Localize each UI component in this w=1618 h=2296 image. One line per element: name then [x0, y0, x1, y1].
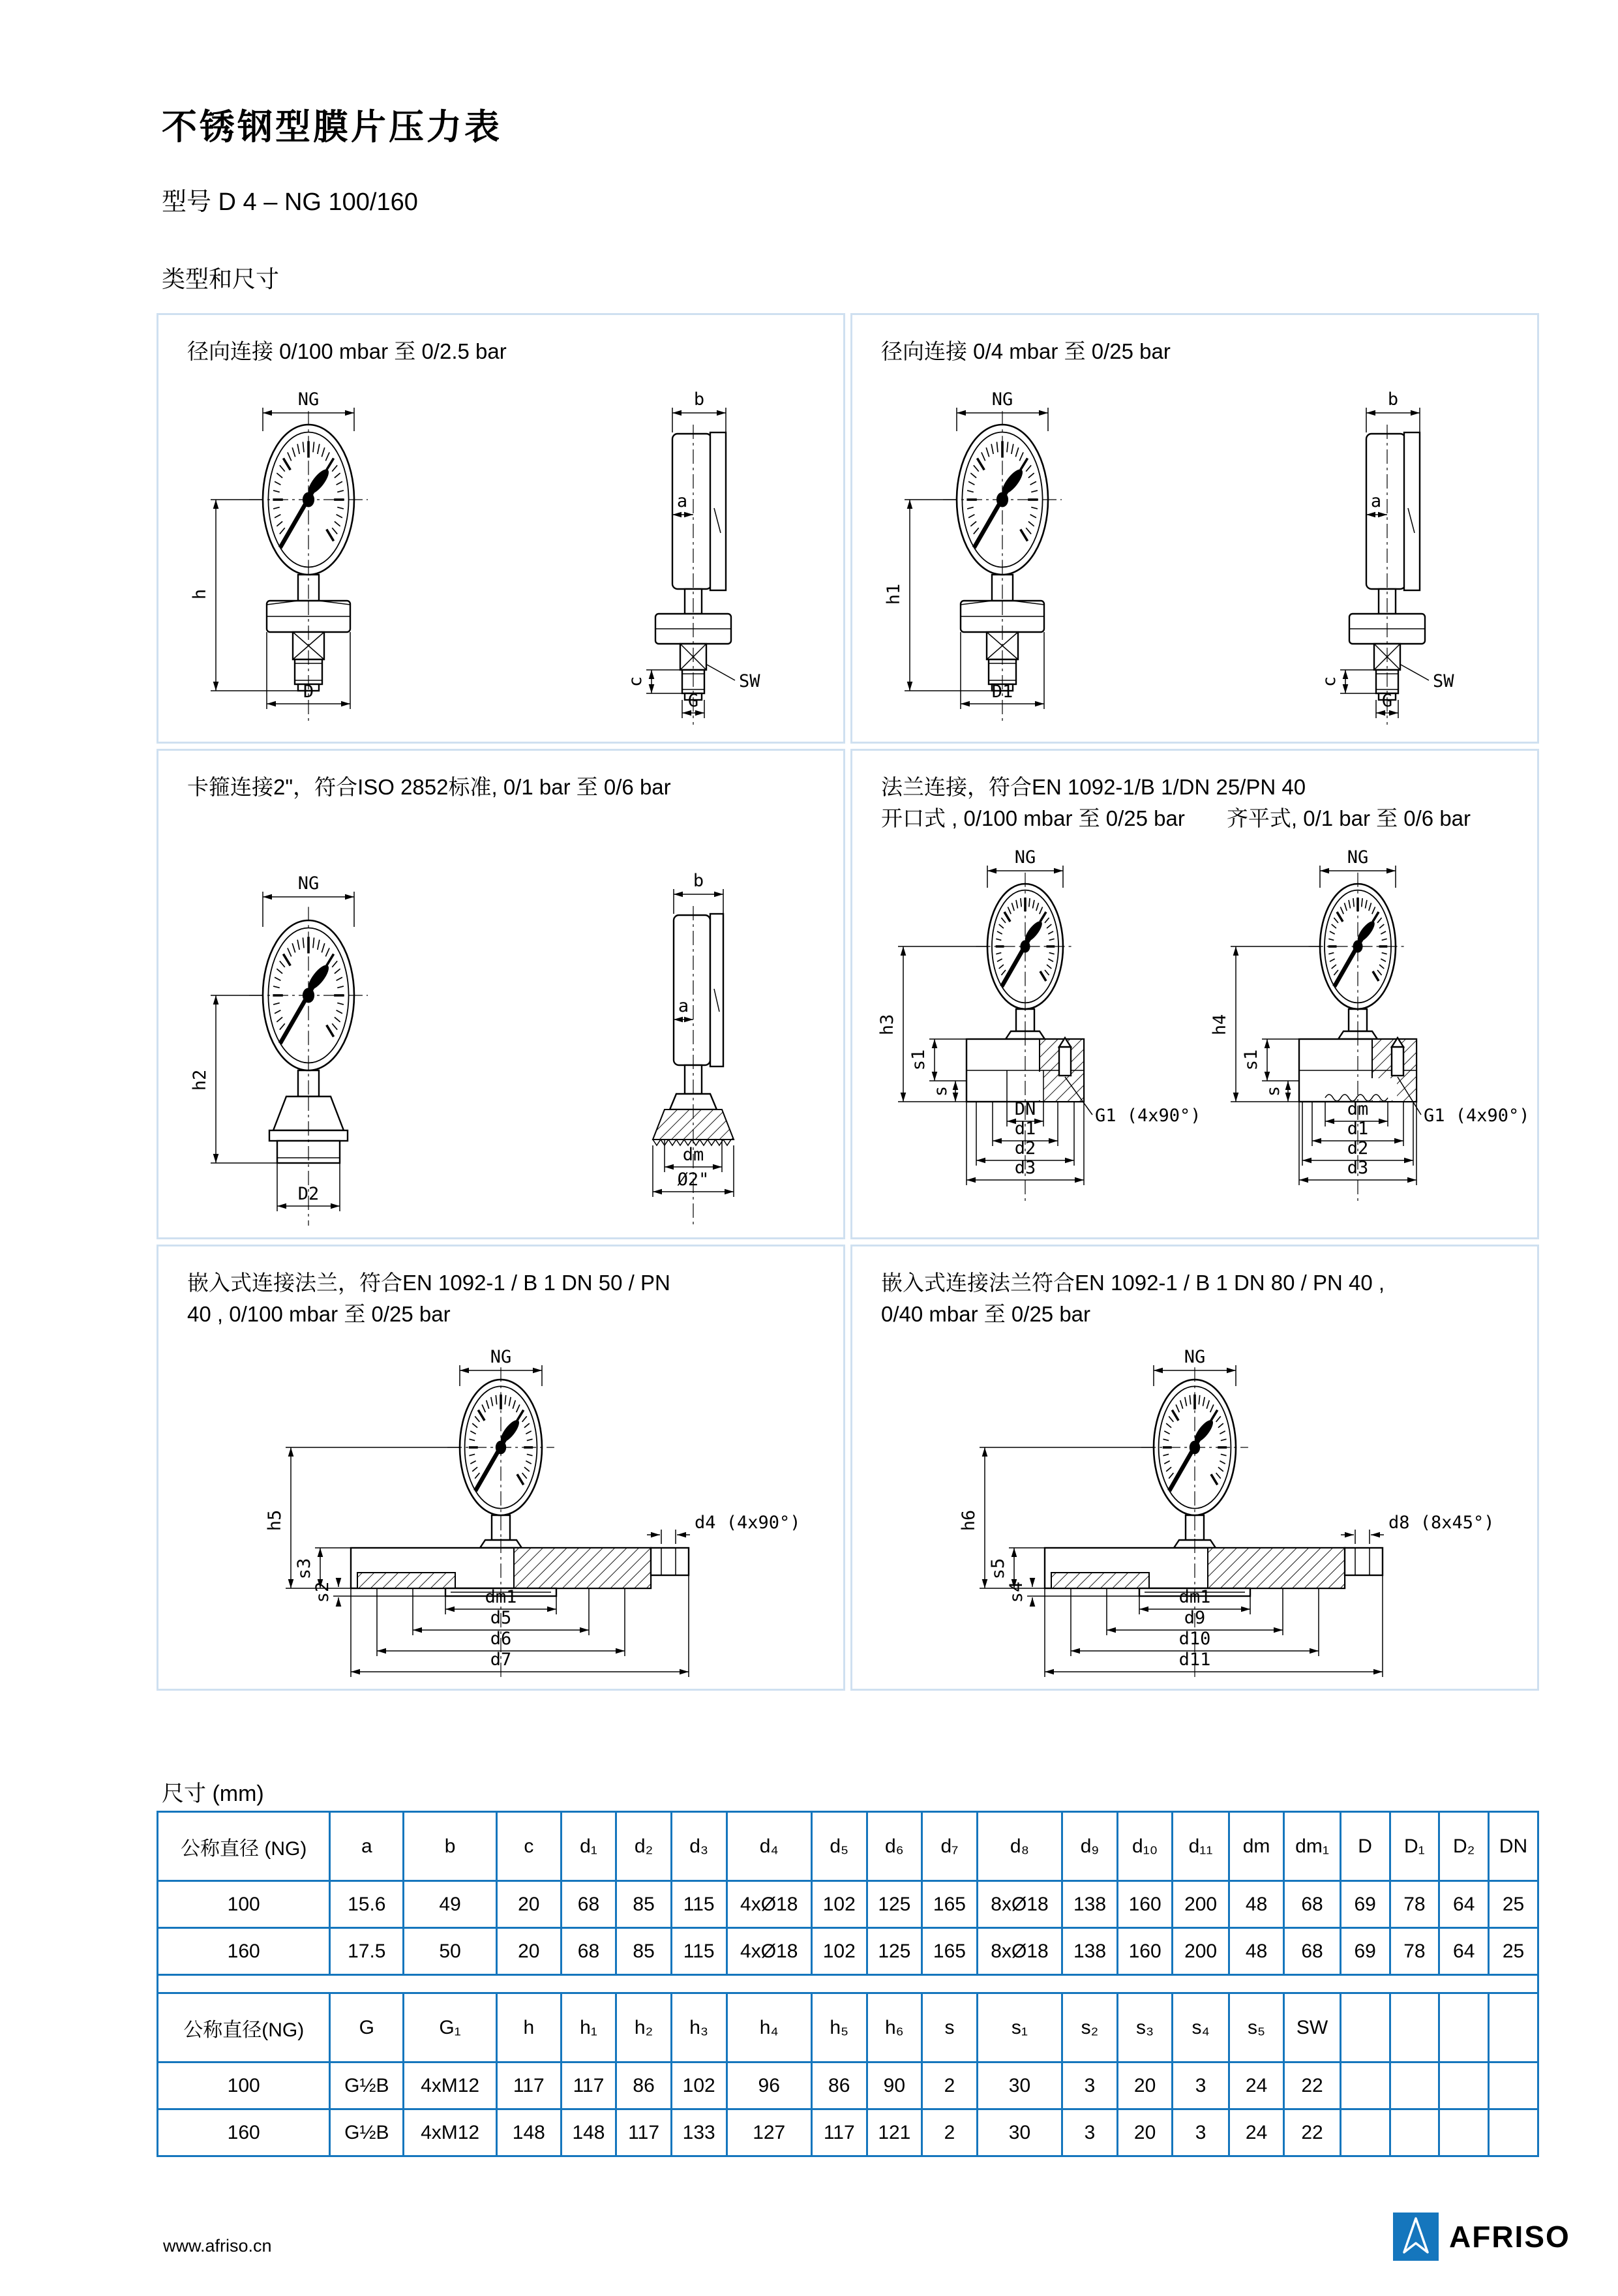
column-header: D: [1340, 1812, 1390, 1881]
gauge-dial: [1141, 1367, 1248, 1539]
column-header: 公称直径 (NG): [158, 1812, 330, 1881]
dim-label-d4: d4 (4x90°): [695, 1513, 801, 1533]
table-cell: 3: [1062, 2062, 1118, 2109]
column-header: c: [496, 1812, 561, 1881]
column-header: s₅: [1229, 1993, 1284, 2062]
table-cell: [1390, 2109, 1439, 2156]
table-cell: 4xM12: [404, 2062, 497, 2109]
dim-label-ng: NG: [490, 1347, 512, 1367]
table-cell: 115: [671, 1881, 727, 1928]
drawings-grid: [157, 313, 1539, 1691]
table-cell: 160: [1117, 1881, 1173, 1928]
dim-label-b: b: [1387, 389, 1399, 410]
dim-label-s1: s1: [908, 1049, 929, 1071]
table-cell: [1439, 2109, 1489, 2156]
dim-label-sw: SW: [739, 671, 760, 691]
column-header: h₁: [561, 1993, 616, 2062]
panel-radial-2: [850, 313, 1539, 744]
table-cell: 200: [1173, 1881, 1229, 1928]
table-cell: 49: [404, 1881, 497, 1928]
drawing-radial-1: [158, 372, 843, 742]
table-cell: [1439, 2062, 1489, 2109]
table-cell: 24: [1229, 2062, 1284, 2109]
column-header: d₈: [977, 1812, 1062, 1881]
panel-radial-1: [157, 313, 845, 744]
column-header: d₃: [671, 1812, 727, 1881]
table-cell: [1489, 2109, 1538, 2156]
dim-label-s1: s1: [1241, 1049, 1261, 1071]
dim-label-d9: d9: [1184, 1608, 1206, 1628]
column-header: s₂: [1062, 1993, 1118, 2062]
dim-label-d: D: [303, 682, 314, 702]
table-cell: [1340, 2109, 1390, 2156]
table-cell: 165: [922, 1928, 978, 1975]
panel-flange: [850, 749, 1539, 1239]
dim-label-a: a: [676, 491, 688, 511]
dim-label-h2: h2: [190, 1069, 210, 1091]
column-header: [1390, 1993, 1439, 2062]
table-row: [158, 2062, 1538, 2109]
panel-caption: 卡箍连接2"，符合ISO 2852标准, 0/1 bar 至 0/6 bar: [187, 775, 671, 799]
gauge-dial: [447, 1367, 554, 1539]
table-cell: 4xØ18: [727, 1928, 811, 1975]
dim-label-d8: d8 (8x45°): [1388, 1513, 1495, 1533]
dim-label-ng: NG: [991, 389, 1013, 410]
dim-label-dm: dm: [1347, 1099, 1369, 1119]
table-cell: 96: [727, 2062, 811, 2109]
table-cell: 85: [616, 1928, 672, 1975]
dim-label-d1: D1: [991, 682, 1013, 702]
dim-label-s3: s3: [294, 1558, 314, 1580]
table-cell: 20: [496, 1928, 561, 1975]
dim-label-d6: d6: [490, 1629, 512, 1649]
column-header: D₂: [1439, 1812, 1489, 1881]
drawing-weld-in-dn80: [852, 1344, 1537, 1689]
table-cell: 2: [922, 2109, 978, 2156]
table-cell: 3: [1173, 2062, 1229, 2109]
column-header: a: [330, 1812, 404, 1881]
column-header: h₅: [811, 1993, 867, 2062]
drawing-flange: [852, 849, 1537, 1237]
dim-label-d2: D2: [297, 1184, 320, 1204]
table-cell: 3: [1173, 2109, 1229, 2156]
table-cell: 148: [561, 2109, 616, 2156]
table-cell: 160: [1117, 1928, 1173, 1975]
table-cell: 8xØ18: [977, 1928, 1062, 1975]
dim-label-s2: s2: [312, 1581, 333, 1603]
dim-label-h: h: [190, 588, 210, 600]
column-header: d₆: [867, 1812, 922, 1881]
table-cell: 4xØ18: [727, 1881, 811, 1928]
table-cell: 20: [1117, 2109, 1173, 2156]
table-spacer-cell: [158, 1975, 1538, 1993]
column-header: h₃: [671, 1993, 727, 2062]
table-cell: 100: [158, 1881, 330, 1928]
column-header: d₉: [1062, 1812, 1118, 1881]
table-cell: 22: [1284, 2062, 1340, 2109]
panel-caption: 嵌入式连接法兰符合EN 1092-1 / B 1 DN 80 / PN 40 ,: [881, 1271, 1385, 1295]
dim-label-g: G: [687, 691, 699, 711]
dim-label-a: a: [1370, 491, 1382, 511]
dim-label-s5: s5: [988, 1558, 1008, 1580]
dim-label-d2: d2: [1014, 1138, 1036, 1158]
column-header: d₁: [561, 1812, 616, 1881]
table-cell: 100: [158, 2062, 330, 2109]
table-cell: 102: [811, 1928, 867, 1975]
dim-label-g: G: [1381, 691, 1393, 711]
table-cell: 69: [1340, 1881, 1390, 1928]
dim-label-dm1: dm1: [1178, 1587, 1211, 1607]
drawing-weld-in-dn50: [158, 1344, 843, 1689]
panel-caption: 法兰连接，符合EN 1092-1/B 1/DN 25/PN 40: [881, 775, 1306, 799]
gauge-dial: [249, 411, 368, 601]
column-header: d₅: [811, 1812, 867, 1881]
dim-label-g1: G1 (4x90°): [1424, 1106, 1530, 1126]
dim-label-h5: h5: [265, 1509, 285, 1532]
table-row: [158, 1881, 1538, 1928]
panel-caption-2: 40 , 0/100 mbar 至 0/25 bar: [187, 1302, 451, 1326]
table-cell: [1489, 2062, 1538, 2109]
brand-logo: [1393, 2213, 1570, 2261]
column-header: d₁₁: [1173, 1812, 1229, 1881]
dim-label-d5: d5: [490, 1608, 512, 1628]
column-header: s₁: [977, 1993, 1062, 2062]
column-header: b: [404, 1812, 497, 1881]
table-cell: [1340, 2062, 1390, 2109]
table-cell: 160: [158, 1928, 330, 1975]
panel-weld-in-dn50: [157, 1245, 845, 1691]
dim-label-2in: Ø2": [677, 1170, 710, 1190]
dim-label-d3: d3: [1347, 1158, 1369, 1178]
column-header: d₄: [727, 1812, 811, 1881]
table-cell: 117: [811, 2109, 867, 2156]
panel-caption: 径向连接 0/4 mbar 至 0/25 bar: [881, 339, 1171, 363]
gauge-dial: [1309, 873, 1407, 1031]
footer-url: www.afriso.cn: [163, 2236, 272, 2256]
dim-label-dn: DN: [1014, 1099, 1036, 1119]
table-cell: 117: [616, 2109, 672, 2156]
dim-label-g1: G1 (4x90°): [1095, 1106, 1201, 1126]
table-cell: 102: [671, 2062, 727, 2109]
table-cell: 138: [1062, 1928, 1118, 1975]
table-cell: 115: [671, 1928, 727, 1975]
column-header: G₁: [404, 1993, 497, 2062]
table-cell: 90: [867, 2062, 922, 2109]
dim-label-d3: d3: [1014, 1158, 1036, 1178]
dim-label-b: b: [693, 871, 704, 891]
dim-label-d1: d1: [1347, 1119, 1369, 1139]
table-cell: 102: [811, 1881, 867, 1928]
column-header: [1340, 1993, 1390, 2062]
dim-label-dm1: dm1: [485, 1587, 517, 1607]
column-header: [1439, 1993, 1489, 2062]
dim-label-d7: d7: [490, 1650, 512, 1670]
gauge-dial: [976, 873, 1075, 1031]
column-header: [1489, 1993, 1538, 2062]
table-cell: 69: [1340, 1928, 1390, 1975]
column-header: h₂: [616, 1993, 672, 2062]
table-cell: 68: [561, 1928, 616, 1975]
table-cell: 78: [1390, 1881, 1439, 1928]
dim-label-b: b: [693, 389, 705, 410]
table-cell: 4xM12: [404, 2109, 497, 2156]
dim-label-h3: h3: [877, 1014, 897, 1036]
table-header-row: [158, 1993, 1538, 2062]
table-cell: 127: [727, 2109, 811, 2156]
model-line: 型号 D 4 – NG 100/160: [162, 189, 418, 216]
afriso-arrow-icon: [1393, 2213, 1439, 2261]
table-cell: 30: [977, 2109, 1062, 2156]
gauge-dial: [249, 907, 368, 1096]
dim-label-a: a: [678, 996, 689, 1016]
table-cell: [1390, 2062, 1439, 2109]
table-cell: 148: [496, 2109, 561, 2156]
dim-label-s4: s4: [1006, 1581, 1026, 1603]
panel-clamp: [157, 749, 845, 1239]
table-cell: 64: [1439, 1881, 1489, 1928]
table-cell: 2: [922, 2062, 978, 2109]
drawing-radial-2: [852, 372, 1537, 742]
table-cell: 165: [922, 1881, 978, 1928]
table-cell: 20: [1117, 2062, 1173, 2109]
table-cell: 22: [1284, 2109, 1340, 2156]
dim-label-c: c: [625, 676, 646, 687]
table-cell: 8xØ18: [977, 1881, 1062, 1928]
dim-label-s: s: [931, 1085, 951, 1097]
panel-caption-flush: 齐平式, 0/1 bar 至 0/6 bar: [1226, 806, 1471, 830]
dim-label-s: s: [1263, 1085, 1283, 1097]
table-row: [158, 2109, 1538, 2156]
column-header: h₆: [867, 1993, 922, 2062]
table-cell: G½B: [330, 2062, 404, 2109]
table-cell: 78: [1390, 1928, 1439, 1975]
brand-name: AFRISO: [1449, 2220, 1570, 2254]
table-spacer-row: [158, 1975, 1538, 1993]
panel-weld-in-dn80: [850, 1245, 1539, 1691]
table-cell: 24: [1229, 2109, 1284, 2156]
table-cell: 20: [496, 1881, 561, 1928]
dim-label-ng: NG: [297, 873, 320, 894]
dim-label-h6: h6: [959, 1509, 979, 1532]
table-cell: 17.5: [330, 1928, 404, 1975]
dim-label-d1: d1: [1014, 1119, 1036, 1139]
dim-label-ng: NG: [1184, 1347, 1206, 1367]
dim-label-h4: h4: [1210, 1014, 1230, 1036]
dim-label-c: c: [1319, 676, 1340, 687]
column-header: s: [922, 1993, 978, 2062]
column-header: s₄: [1173, 1993, 1229, 2062]
table-row: [158, 1928, 1538, 1975]
column-header: dm₁: [1284, 1812, 1340, 1881]
table-cell: 48: [1229, 1881, 1284, 1928]
column-header: d₂: [616, 1812, 672, 1881]
dim-label-dm: dm: [682, 1145, 704, 1165]
table-cell: 25: [1489, 1881, 1538, 1928]
dim-label-d2: d2: [1347, 1138, 1369, 1158]
table-cell: 25: [1489, 1928, 1538, 1975]
column-header: h: [496, 1993, 561, 2062]
table-cell: 160: [158, 2109, 330, 2156]
dim-label-ng: NG: [1014, 849, 1036, 868]
table-cell: 117: [561, 2062, 616, 2109]
table-header-row: [158, 1812, 1538, 1881]
dimensions-label: 尺寸 (mm): [162, 1781, 264, 1806]
panel-caption: 嵌入式连接法兰，符合EN 1092-1 / B 1 DN 50 / PN: [187, 1271, 670, 1295]
column-header: 公称直径(NG): [158, 1993, 330, 2062]
dim-label-ng: NG: [297, 389, 320, 410]
table-cell: 125: [867, 1881, 922, 1928]
column-header: d₇: [922, 1812, 978, 1881]
table-cell: 133: [671, 2109, 727, 2156]
table-cell: 50: [404, 1928, 497, 1975]
table-cell: 15.6: [330, 1881, 404, 1928]
table-cell: 138: [1062, 1881, 1118, 1928]
dim-label-ng: NG: [1347, 849, 1369, 868]
column-header: d₁₀: [1117, 1812, 1173, 1881]
table-cell: 200: [1173, 1928, 1229, 1975]
dimensions-table: [157, 1811, 1539, 2157]
column-header: s₃: [1117, 1993, 1173, 2062]
panel-caption-2: 0/40 mbar 至 0/25 bar: [881, 1302, 1091, 1326]
table-cell: 68: [561, 1881, 616, 1928]
dim-label-d11: d11: [1178, 1650, 1211, 1670]
column-header: DN: [1489, 1812, 1538, 1881]
table-cell: 68: [1284, 1928, 1340, 1975]
gauge-dial: [943, 411, 1062, 601]
table-cell: 121: [867, 2109, 922, 2156]
column-header: h₄: [727, 1993, 811, 2062]
drawing-clamp: [158, 849, 843, 1237]
table-cell: 86: [811, 2062, 867, 2109]
panel-caption-open: 开口式 , 0/100 mbar 至 0/25 bar: [881, 806, 1185, 830]
column-header: dm: [1229, 1812, 1284, 1881]
table-cell: 30: [977, 2062, 1062, 2109]
panel-caption: 径向连接 0/100 mbar 至 0/2.5 bar: [187, 339, 507, 363]
section-heading-types: 类型和尺寸: [162, 265, 280, 292]
column-header: G: [330, 1993, 404, 2062]
table-cell: 64: [1439, 1928, 1489, 1975]
table-cell: G½B: [330, 2109, 404, 2156]
column-header: SW: [1284, 1993, 1340, 2062]
table-cell: 85: [616, 1881, 672, 1928]
page-title: 不锈钢型膜片压力表: [162, 108, 502, 147]
column-header: D₁: [1390, 1812, 1439, 1881]
dim-label-sw: SW: [1433, 671, 1454, 691]
table-cell: 68: [1284, 1881, 1340, 1928]
table-cell: 48: [1229, 1928, 1284, 1975]
table-cell: 125: [867, 1928, 922, 1975]
dim-label-d10: d10: [1178, 1629, 1211, 1649]
table-cell: 117: [496, 2062, 561, 2109]
dim-label-h1: h1: [884, 583, 904, 605]
table-cell: 3: [1062, 2109, 1118, 2156]
table-cell: 86: [616, 2062, 672, 2109]
